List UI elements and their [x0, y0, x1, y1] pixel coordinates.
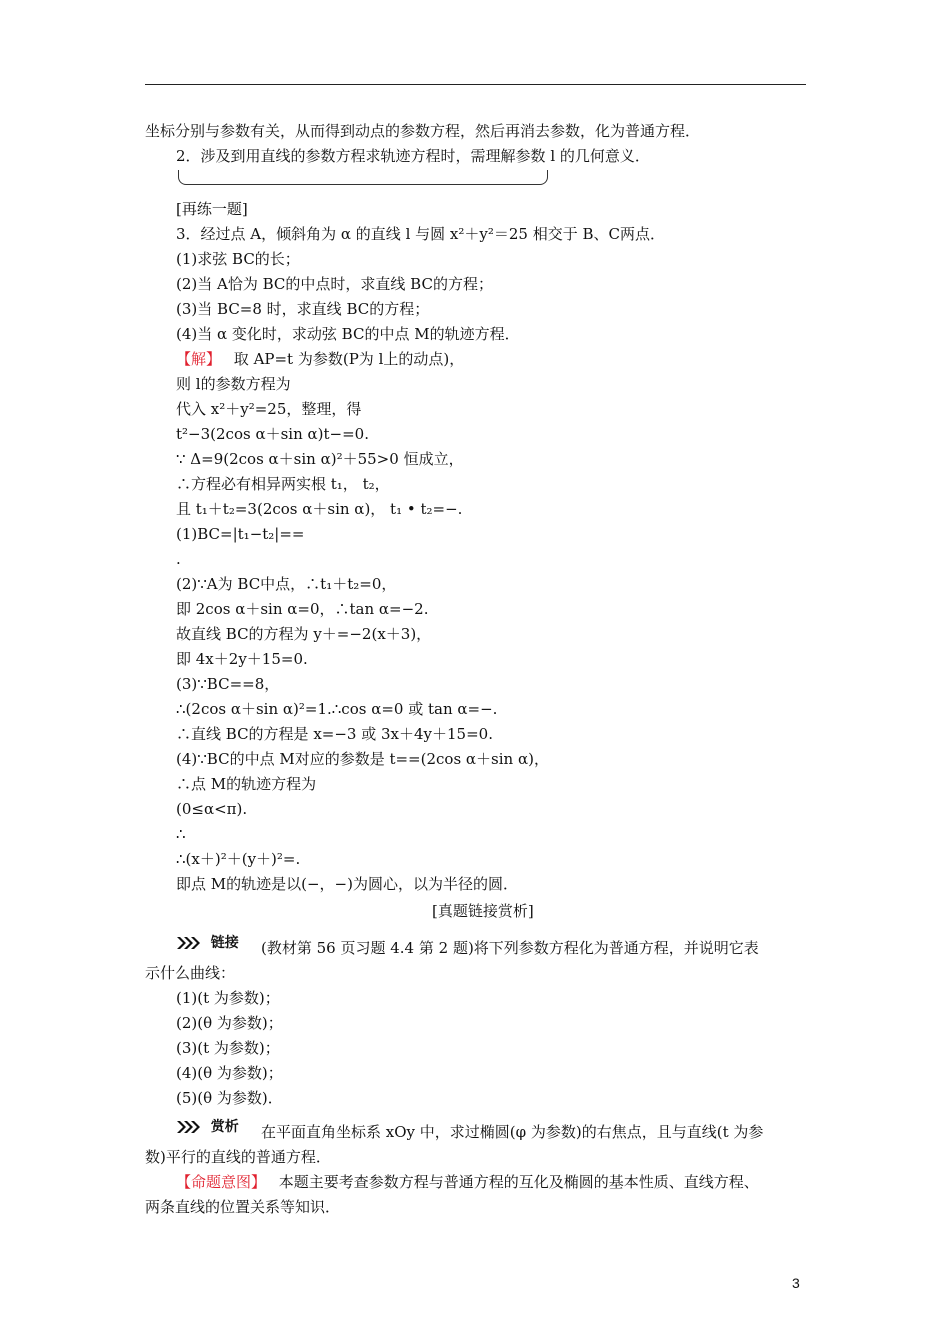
solution-line: [176, 349, 464, 369]
equation-line: ∵ Δ=9(2cos α＋sin α)²＋55>0 恒成立，: [176, 450, 464, 468]
exercise-item: (4)(θ 为参数)；: [176, 1064, 283, 1082]
text-line: 示什么曲线：: [145, 964, 236, 982]
equation-line: t²−3(2cos α＋sin α)t−=0.: [176, 425, 369, 443]
text-line: 两条直线的位置关系等知识．: [145, 1198, 341, 1216]
text-line: 2．涉及到用直线的参数方程求轨迹方程时，需理解参数 l 的几何意义．: [176, 147, 650, 165]
question-2: (2)当 A恰为 BC的中点时，求直线 BC的方程；: [176, 275, 493, 293]
equation-line: 即 2cos α＋sin α=0，∴tan α=−2.: [176, 600, 429, 618]
intent-tag: 【命题意图】: [176, 1173, 267, 1191]
intent-text: 本题主要考查参数方程与普通方程的互化及椭圆的基本性质、直线方程、: [278, 1173, 759, 1191]
text-line: ∴点 M的轨迹方程为: [176, 775, 317, 793]
equation-line: (0≤α<π).: [176, 800, 248, 818]
solution-text: 取 AP=t 为参数(P为 l上的动点)，: [233, 350, 465, 368]
intent-line: [176, 1172, 759, 1192]
text-line: 代入 x²＋y²=25，整理，得: [176, 400, 362, 418]
page-number: 3: [792, 1275, 800, 1291]
text-line: 则 l的参数方程为: [176, 375, 291, 393]
exercise-item: (5)(θ 为参数)．: [176, 1089, 283, 1107]
solution-tag: 【解】: [176, 350, 222, 368]
equation-line: 且 t₁＋t₂=3(2cos α＋sin α)， t₁ • t₂=−.: [176, 500, 463, 518]
conclusion-line: 即点 M的轨迹是以(−，−)为圆心，以为半径的圆．: [176, 875, 518, 893]
link-tag: 链接: [210, 935, 239, 951]
question-3: (3)当 BC=8 时，求直线 BC的方程；: [176, 300, 430, 318]
equation-line: ∴直线 BC的方程是 x=−3 或 3x＋4y＋15=0.: [176, 725, 493, 743]
equation-line: (1)BC=|t₁−t₂|==: [176, 525, 305, 543]
equation-line: 即 4x＋2y＋15=0.: [176, 650, 308, 668]
link-tag-line: [176, 932, 239, 953]
triple-chevron-icon: [176, 1120, 202, 1134]
section-label: [再练一题]: [176, 200, 248, 218]
exercise-item: (2)(θ 为参数)；: [176, 1014, 283, 1032]
equation-line: 故直线 BC的方程为 y＋=−2(x＋3)，: [176, 625, 432, 643]
equation-line: (3)∵BC==8，: [176, 675, 280, 693]
exercise-item: (3)(t 为参数)；: [176, 1039, 280, 1057]
triple-chevron-icon: [176, 936, 202, 950]
appreciation-tag-line: [176, 1116, 239, 1137]
equation-line: ∴(x＋)²＋(y＋)²=.: [176, 850, 301, 868]
equation-line: (2)∵A为 BC中点，∴t₁＋t₂=0，: [176, 575, 397, 593]
text-line: 在平面直角坐标系 xOy 中，求过椭圆(φ 为参数)的右焦点，且与直线(t 为参: [261, 1123, 764, 1141]
text-line: ∴方程必有相异两实根 t₁， t₂，: [176, 475, 390, 493]
text-line: 坐标分别与参数有关，从而得到动点的参数方程，然后再消去参数，化为普通方程．: [145, 122, 701, 140]
question-4: (4)当 α 变化时，求动弦 BC的中点 M的轨迹方程．: [176, 325, 520, 343]
text-line: 数)平行的直线的普通方程．: [145, 1148, 331, 1166]
equation-line: (4)∵BC的中点 M对应的参数是 t==(2cos α＋sin α)，: [176, 750, 549, 768]
exercise-item: (1)(t 为参数)；: [176, 989, 280, 1007]
appreciation-tag: 赏析: [210, 1119, 239, 1135]
equation-line: ∴: [176, 825, 186, 843]
question-1: (1)求弦 BC的长；: [176, 250, 300, 268]
equation-line: ∴(2cos α＋sin α)²=1.∴cos α=0 或 tan α=−.: [176, 700, 498, 718]
text-line: .: [176, 550, 181, 568]
header-rule: [145, 84, 806, 85]
text-line: (教材第 56 页习题 4.4 第 2 题)将下列参数方程化为普通方程，并说明它表: [261, 939, 759, 957]
problem-statement: 3．经过点 A，倾斜角为 α 的直线 l 与圆 x²＋y²＝25 相交于 B、C两点．: [176, 225, 665, 243]
fill-in-bracket: [178, 170, 548, 185]
section-heading: [真题链接赏析]: [432, 902, 534, 920]
